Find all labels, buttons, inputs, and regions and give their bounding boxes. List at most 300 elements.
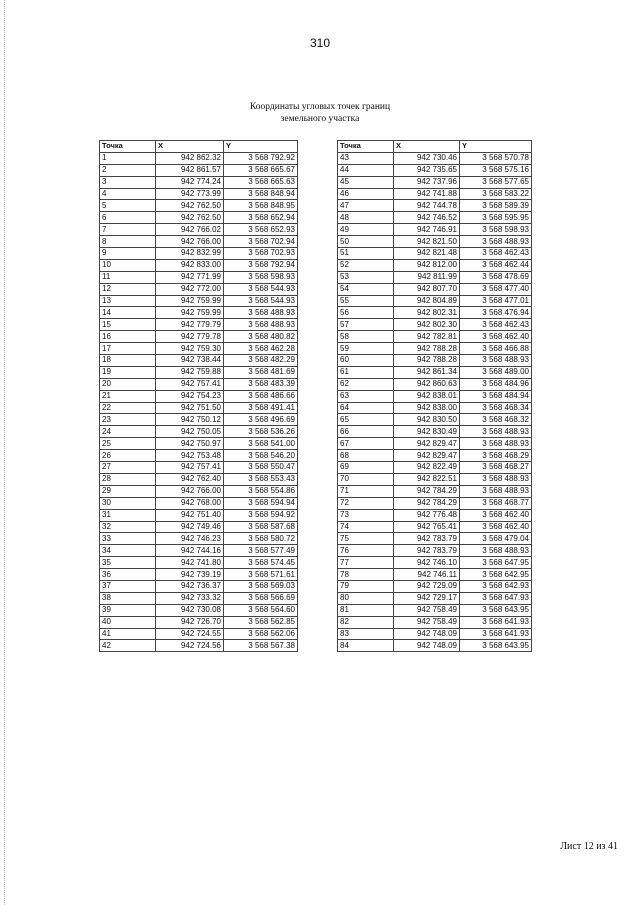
- point-number-cell: 69: [338, 462, 394, 474]
- y-coordinate-cell: 3 568 665.67: [224, 164, 298, 176]
- table-row: [338, 462, 532, 474]
- y-coordinate-cell: 3 568 665.63: [224, 176, 298, 188]
- y-coordinate-cell: 3 568 583.22: [460, 188, 532, 200]
- point-number-cell: 19: [100, 366, 156, 378]
- y-coordinate-cell: 3 568 587.68: [224, 521, 298, 533]
- table-row: [100, 616, 298, 628]
- y-coordinate-cell: 3 568 489.00: [460, 366, 532, 378]
- x-coordinate-cell: 942 861.34: [394, 366, 460, 378]
- y-coordinate-cell: 3 568 574.45: [224, 557, 298, 569]
- table-row: [338, 378, 532, 390]
- y-coordinate-cell: 3 568 479.04: [460, 533, 532, 545]
- table-row: [338, 580, 532, 592]
- x-coordinate-cell: 942 724.56: [156, 640, 224, 652]
- x-coordinate-cell: 942 749.46: [156, 521, 224, 533]
- table-row: [100, 295, 298, 307]
- table-row: [338, 426, 532, 438]
- y-coordinate-cell: 3 568 589.39: [460, 200, 532, 212]
- y-coordinate-cell: 3 568 702.93: [224, 248, 298, 260]
- table-row: [100, 462, 298, 474]
- x-coordinate-cell: 942 730.08: [156, 604, 224, 616]
- x-coordinate-cell: 942 773.99: [156, 188, 224, 200]
- y-coordinate-cell: 3 568 488.93: [224, 307, 298, 319]
- y-coordinate-cell: 3 568 486.66: [224, 390, 298, 402]
- y-coordinate-cell: 3 568 488.93: [460, 236, 532, 248]
- table-row: [338, 521, 532, 533]
- x-coordinate-cell: 942 729.17: [394, 592, 460, 604]
- point-number-cell: 10: [100, 259, 156, 271]
- y-coordinate-cell: 3 568 480.82: [224, 331, 298, 343]
- table-row: [100, 331, 298, 343]
- x-coordinate-cell: 942 741.88: [394, 188, 460, 200]
- x-coordinate-cell: 942 804.89: [394, 295, 460, 307]
- y-coordinate-cell: 3 568 792.92: [224, 152, 298, 164]
- table-row: [100, 569, 298, 581]
- y-coordinate-cell: 3 568 594.92: [224, 509, 298, 521]
- page-number: 310: [309, 36, 331, 50]
- point-number-cell: 34: [100, 545, 156, 557]
- x-coordinate-cell: 942 860.63: [394, 378, 460, 390]
- x-coordinate-cell: 942 739.19: [156, 569, 224, 581]
- document-title: [0, 101, 640, 125]
- table-row: [100, 426, 298, 438]
- point-number-cell: 44: [338, 164, 394, 176]
- table-row: [338, 331, 532, 343]
- y-coordinate-cell: 3 568 482.29: [224, 355, 298, 367]
- x-coordinate-cell: 942 822.51: [394, 473, 460, 485]
- x-coordinate-cell: 942 746.11: [394, 569, 460, 581]
- x-coordinate-cell: 942 821.48: [394, 248, 460, 260]
- x-coordinate-cell: 942 751.50: [156, 402, 224, 414]
- table-row: [100, 509, 298, 521]
- coordinates-table-left: [99, 140, 298, 652]
- table-row: [100, 378, 298, 390]
- table-row: [338, 319, 532, 331]
- y-coordinate-cell: 3 568 466.88: [460, 343, 532, 355]
- y-coordinate-cell: 3 568 554.86: [224, 485, 298, 497]
- x-coordinate-cell: 942 821.50: [394, 236, 460, 248]
- table-row: [338, 592, 532, 604]
- point-number-cell: 50: [338, 236, 394, 248]
- y-coordinate-cell: 3 568 641.93: [460, 616, 532, 628]
- table-row: [338, 438, 532, 450]
- point-number-cell: 23: [100, 414, 156, 426]
- x-coordinate-cell: 942 757.41: [156, 378, 224, 390]
- y-coordinate-cell: 3 568 598.93: [460, 224, 532, 236]
- table-row: [338, 545, 532, 557]
- x-coordinate-cell: 942 832.99: [156, 248, 224, 260]
- x-coordinate-cell: 942 838.01: [394, 390, 460, 402]
- y-coordinate-cell: 3 568 643.95: [460, 640, 532, 652]
- table-row: [100, 355, 298, 367]
- point-number-cell: 35: [100, 557, 156, 569]
- point-number-cell: 58: [338, 331, 394, 343]
- point-number-cell: 47: [338, 200, 394, 212]
- column-header-point: Точка: [338, 141, 394, 153]
- table-row: [100, 640, 298, 652]
- point-number-cell: 3: [100, 176, 156, 188]
- x-coordinate-cell: 942 833.00: [156, 259, 224, 271]
- x-coordinate-cell: 942 751.40: [156, 509, 224, 521]
- point-number-cell: 63: [338, 390, 394, 402]
- y-coordinate-cell: 3 568 577.49: [224, 545, 298, 557]
- y-coordinate-cell: 3 568 468.32: [460, 414, 532, 426]
- point-number-cell: 67: [338, 438, 394, 450]
- y-coordinate-cell: 3 568 544.93: [224, 295, 298, 307]
- x-coordinate-cell: 942 759.88: [156, 366, 224, 378]
- x-coordinate-cell: 942 750.97: [156, 438, 224, 450]
- table-row: [100, 319, 298, 331]
- x-coordinate-cell: 942 862.32: [156, 152, 224, 164]
- column-header-y: Y: [224, 141, 298, 153]
- y-coordinate-cell: 3 568 652.94: [224, 212, 298, 224]
- table-row: [338, 497, 532, 509]
- point-number-cell: 80: [338, 592, 394, 604]
- x-coordinate-cell: 942 759.30: [156, 343, 224, 355]
- table-row: [100, 485, 298, 497]
- table-row: [100, 307, 298, 319]
- x-coordinate-cell: 942 779.79: [156, 319, 224, 331]
- table-row: [338, 628, 532, 640]
- table-row: [338, 271, 532, 283]
- point-number-cell: 55: [338, 295, 394, 307]
- x-coordinate-cell: 942 802.31: [394, 307, 460, 319]
- point-number-cell: 68: [338, 450, 394, 462]
- y-coordinate-cell: 3 568 477.01: [460, 295, 532, 307]
- x-coordinate-cell: 942 788.28: [394, 355, 460, 367]
- table-row: [338, 152, 532, 164]
- y-coordinate-cell: 3 568 792.94: [224, 259, 298, 271]
- x-coordinate-cell: 942 762.40: [156, 473, 224, 485]
- point-number-cell: 28: [100, 473, 156, 485]
- table-row: [100, 343, 298, 355]
- x-coordinate-cell: 942 807.70: [394, 283, 460, 295]
- table-row: [338, 473, 532, 485]
- point-number-cell: 77: [338, 557, 394, 569]
- x-coordinate-cell: 942 730.46: [394, 152, 460, 164]
- x-coordinate-cell: 942 811.99: [394, 271, 460, 283]
- table-row: [100, 366, 298, 378]
- table-row: [100, 438, 298, 450]
- title-line-1: Координаты угловых точек границ: [249, 102, 391, 112]
- y-coordinate-cell: 3 568 570.78: [460, 152, 532, 164]
- y-coordinate-cell: 3 568 566.69: [224, 592, 298, 604]
- table-row: [100, 248, 298, 260]
- y-coordinate-cell: 3 568 562.06: [224, 628, 298, 640]
- x-coordinate-cell: 942 748.09: [394, 628, 460, 640]
- point-number-cell: 13: [100, 295, 156, 307]
- y-coordinate-cell: 3 568 546.20: [224, 450, 298, 462]
- y-coordinate-cell: 3 568 643.95: [460, 604, 532, 616]
- x-coordinate-cell: 942 746.10: [394, 557, 460, 569]
- table-header-row: [338, 141, 532, 153]
- y-coordinate-cell: 3 568 577.65: [460, 176, 532, 188]
- table-row: [338, 604, 532, 616]
- coordinates-table-right: [337, 140, 532, 652]
- point-number-cell: 53: [338, 271, 394, 283]
- y-coordinate-cell: 3 568 462.28: [224, 343, 298, 355]
- y-coordinate-cell: 3 568 567.38: [224, 640, 298, 652]
- point-number-cell: 14: [100, 307, 156, 319]
- table-row: [338, 212, 532, 224]
- table-row: [100, 473, 298, 485]
- table-row: [100, 450, 298, 462]
- x-coordinate-cell: 942 750.12: [156, 414, 224, 426]
- table-row: [100, 604, 298, 616]
- point-number-cell: 57: [338, 319, 394, 331]
- point-number-cell: 54: [338, 283, 394, 295]
- table-row: [100, 557, 298, 569]
- table-row: [100, 200, 298, 212]
- x-coordinate-cell: 942 802.30: [394, 319, 460, 331]
- x-coordinate-cell: 942 776.48: [394, 509, 460, 521]
- x-coordinate-cell: 942 766.00: [156, 485, 224, 497]
- point-number-cell: 7: [100, 224, 156, 236]
- x-coordinate-cell: 942 765.41: [394, 521, 460, 533]
- point-number-cell: 76: [338, 545, 394, 557]
- x-coordinate-cell: 942 766.02: [156, 224, 224, 236]
- point-number-cell: 42: [100, 640, 156, 652]
- table-row: [100, 152, 298, 164]
- point-number-cell: 71: [338, 485, 394, 497]
- x-coordinate-cell: 942 735.65: [394, 164, 460, 176]
- y-coordinate-cell: 3 568 848.94: [224, 188, 298, 200]
- table-row: [100, 164, 298, 176]
- point-number-cell: 11: [100, 271, 156, 283]
- table-row: [100, 224, 298, 236]
- point-number-cell: 21: [100, 390, 156, 402]
- table-row: [338, 616, 532, 628]
- x-coordinate-cell: 942 784.29: [394, 497, 460, 509]
- y-coordinate-cell: 3 568 488.93: [460, 545, 532, 557]
- y-coordinate-cell: 3 568 477.40: [460, 283, 532, 295]
- y-coordinate-cell: 3 568 488.93: [460, 355, 532, 367]
- table-row: [100, 176, 298, 188]
- y-coordinate-cell: 3 568 468.27: [460, 462, 532, 474]
- table-body-right: [338, 152, 532, 651]
- point-number-cell: 79: [338, 580, 394, 592]
- point-number-cell: 75: [338, 533, 394, 545]
- y-coordinate-cell: 3 568 595.95: [460, 212, 532, 224]
- y-coordinate-cell: 3 568 647.95: [460, 557, 532, 569]
- y-coordinate-cell: 3 568 641.93: [460, 628, 532, 640]
- point-number-cell: 5: [100, 200, 156, 212]
- table-row: [100, 283, 298, 295]
- x-coordinate-cell: 942 772.00: [156, 283, 224, 295]
- table-row: [338, 164, 532, 176]
- column-header-x: X: [394, 141, 460, 153]
- x-coordinate-cell: 942 766.00: [156, 236, 224, 248]
- x-coordinate-cell: 942 861.57: [156, 164, 224, 176]
- y-coordinate-cell: 3 568 550.47: [224, 462, 298, 474]
- table-row: [338, 450, 532, 462]
- y-coordinate-cell: 3 568 491.41: [224, 402, 298, 414]
- table-row: [338, 248, 532, 260]
- point-number-cell: 60: [338, 355, 394, 367]
- y-coordinate-cell: 3 568 468.29: [460, 450, 532, 462]
- x-coordinate-cell: 942 830.50: [394, 414, 460, 426]
- point-number-cell: 82: [338, 616, 394, 628]
- point-number-cell: 29: [100, 485, 156, 497]
- table-row: [338, 355, 532, 367]
- x-coordinate-cell: 942 783.79: [394, 545, 460, 557]
- table-row: [100, 545, 298, 557]
- table-body-left: [100, 152, 298, 651]
- x-coordinate-cell: 942 779.78: [156, 331, 224, 343]
- x-coordinate-cell: 942 758.49: [394, 616, 460, 628]
- x-coordinate-cell: 942 838.00: [394, 402, 460, 414]
- y-coordinate-cell: 3 568 575.16: [460, 164, 532, 176]
- x-coordinate-cell: 942 754.23: [156, 390, 224, 402]
- y-coordinate-cell: 3 568 642.95: [460, 569, 532, 581]
- x-coordinate-cell: 942 750.05: [156, 426, 224, 438]
- table-row: [338, 343, 532, 355]
- point-number-cell: 17: [100, 343, 156, 355]
- x-coordinate-cell: 942 741.80: [156, 557, 224, 569]
- point-number-cell: 46: [338, 188, 394, 200]
- y-coordinate-cell: 3 568 702.94: [224, 236, 298, 248]
- table-row: [338, 485, 532, 497]
- column-header-x: X: [156, 141, 224, 153]
- point-number-cell: 12: [100, 283, 156, 295]
- point-number-cell: 26: [100, 450, 156, 462]
- x-coordinate-cell: 942 829.47: [394, 438, 460, 450]
- x-coordinate-cell: 942 737.96: [394, 176, 460, 188]
- x-coordinate-cell: 942 830.49: [394, 426, 460, 438]
- y-coordinate-cell: 3 568 544.93: [224, 283, 298, 295]
- point-number-cell: 43: [338, 152, 394, 164]
- y-coordinate-cell: 3 568 462.44: [460, 259, 532, 271]
- y-coordinate-cell: 3 568 488.93: [460, 485, 532, 497]
- table-row: [338, 307, 532, 319]
- point-number-cell: 49: [338, 224, 394, 236]
- y-coordinate-cell: 3 568 496.69: [224, 414, 298, 426]
- y-coordinate-cell: 3 568 598.93: [224, 271, 298, 283]
- point-number-cell: 37: [100, 580, 156, 592]
- y-coordinate-cell: 3 568 488.93: [460, 426, 532, 438]
- x-coordinate-cell: 942 746.91: [394, 224, 460, 236]
- table-row: [338, 366, 532, 378]
- x-coordinate-cell: 942 744.16: [156, 545, 224, 557]
- table-row: [338, 569, 532, 581]
- y-coordinate-cell: 3 568 569.03: [224, 580, 298, 592]
- y-coordinate-cell: 3 568 488.93: [224, 319, 298, 331]
- x-coordinate-cell: 942 762.50: [156, 200, 224, 212]
- point-number-cell: 31: [100, 509, 156, 521]
- column-header-y: Y: [460, 141, 532, 153]
- y-coordinate-cell: 3 568 468.77: [460, 497, 532, 509]
- x-coordinate-cell: 942 774.24: [156, 176, 224, 188]
- x-coordinate-cell: 942 822.49: [394, 462, 460, 474]
- point-number-cell: 51: [338, 248, 394, 260]
- table-row: [100, 236, 298, 248]
- table-row: [100, 271, 298, 283]
- table-row: [338, 283, 532, 295]
- y-coordinate-cell: 3 568 594.94: [224, 497, 298, 509]
- point-number-cell: 30: [100, 497, 156, 509]
- table-row: [338, 533, 532, 545]
- y-coordinate-cell: 3 568 476.94: [460, 307, 532, 319]
- y-coordinate-cell: 3 568 848.95: [224, 200, 298, 212]
- point-number-cell: 36: [100, 569, 156, 581]
- point-number-cell: 56: [338, 307, 394, 319]
- table-header-row: [100, 141, 298, 153]
- y-coordinate-cell: 3 568 481.69: [224, 366, 298, 378]
- point-number-cell: 15: [100, 319, 156, 331]
- point-number-cell: 70: [338, 473, 394, 485]
- y-coordinate-cell: 3 568 488.93: [460, 473, 532, 485]
- point-number-cell: 83: [338, 628, 394, 640]
- point-number-cell: 20: [100, 378, 156, 390]
- table-row: [338, 640, 532, 652]
- table-row: [100, 497, 298, 509]
- point-number-cell: 18: [100, 355, 156, 367]
- point-number-cell: 9: [100, 248, 156, 260]
- y-coordinate-cell: 3 568 580.72: [224, 533, 298, 545]
- y-coordinate-cell: 3 568 462.40: [460, 521, 532, 533]
- point-number-cell: 32: [100, 521, 156, 533]
- x-coordinate-cell: 942 759.99: [156, 295, 224, 307]
- point-number-cell: 8: [100, 236, 156, 248]
- table-row: [338, 295, 532, 307]
- table-row: [100, 628, 298, 640]
- x-coordinate-cell: 942 783.79: [394, 533, 460, 545]
- x-coordinate-cell: 942 784.29: [394, 485, 460, 497]
- sheet-label: Лист 12 из 41: [560, 841, 618, 852]
- table-row: [100, 580, 298, 592]
- table-row: [100, 414, 298, 426]
- table-row: [100, 533, 298, 545]
- x-coordinate-cell: 942 768.00: [156, 497, 224, 509]
- x-coordinate-cell: 942 724.55: [156, 628, 224, 640]
- left-margin-line: [4, 0, 5, 905]
- point-number-cell: 78: [338, 569, 394, 581]
- table-row: [338, 402, 532, 414]
- point-number-cell: 6: [100, 212, 156, 224]
- y-coordinate-cell: 3 568 488.93: [460, 438, 532, 450]
- point-number-cell: 27: [100, 462, 156, 474]
- table-row: [100, 188, 298, 200]
- table-row: [338, 176, 532, 188]
- point-number-cell: 1: [100, 152, 156, 164]
- x-coordinate-cell: 942 757.41: [156, 462, 224, 474]
- x-coordinate-cell: 942 788.28: [394, 343, 460, 355]
- point-number-cell: 41: [100, 628, 156, 640]
- table-row: [338, 509, 532, 521]
- x-coordinate-cell: 942 726.70: [156, 616, 224, 628]
- point-number-cell: 62: [338, 378, 394, 390]
- point-number-cell: 73: [338, 509, 394, 521]
- title-line-2: земельного участка: [280, 114, 360, 124]
- y-coordinate-cell: 3 568 483.39: [224, 378, 298, 390]
- column-header-point: Точка: [100, 141, 156, 153]
- point-number-cell: 84: [338, 640, 394, 652]
- x-coordinate-cell: 942 829.47: [394, 450, 460, 462]
- x-coordinate-cell: 942 729.09: [394, 580, 460, 592]
- y-coordinate-cell: 3 568 647.93: [460, 592, 532, 604]
- point-number-cell: 45: [338, 176, 394, 188]
- table-row: [338, 224, 532, 236]
- y-coordinate-cell: 3 568 564.60: [224, 604, 298, 616]
- table-row: [100, 592, 298, 604]
- point-number-cell: 22: [100, 402, 156, 414]
- point-number-cell: 65: [338, 414, 394, 426]
- point-number-cell: 4: [100, 188, 156, 200]
- y-coordinate-cell: 3 568 462.43: [460, 319, 532, 331]
- y-coordinate-cell: 3 568 478.69: [460, 271, 532, 283]
- x-coordinate-cell: 942 759.99: [156, 307, 224, 319]
- point-number-cell: 25: [100, 438, 156, 450]
